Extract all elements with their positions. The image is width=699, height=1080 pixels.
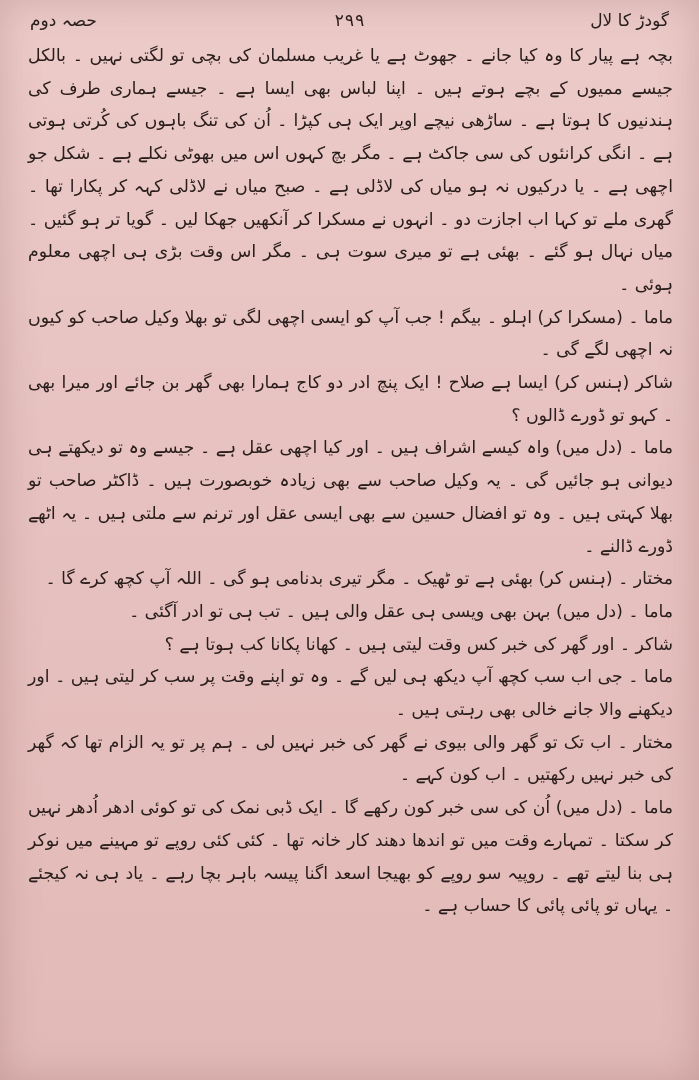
- running-book-title: گودڑ کا لال: [590, 11, 669, 31]
- paragraph: ماما ۔ (دل میں) اُن کی سی خبر کون رکھے گا ۔ ایک ڈبی نمک کی تو کوئی ادھر اُدھر نہیں کر سکتا ۔ تمہارے وقت میں تو اندھا دھند کار خانہ تھا ۔ کئی کئی روپے تو مہینے میں نوکر ہی بنا لیتے تھے ۔ روپیہ سو روپے کو بھیجا اسعد اگنا پیسہ باہر بچا رہے ۔ یاد ہی نہ کیجئے ۔ یہاں تو پائی پائی کا حساب ہے ۔: [28, 798, 673, 917]
- paragraph: مختار ۔ اب تک تو گھر والی بیوی نے گھر کی خبر نہیں لی ۔ ہم پر تو یہ الزام تھا کہ گھر کی خبر نہیں رکھتیں ۔ اب کون کہے ۔: [28, 732, 673, 786]
- page-number: ۲۹۹: [334, 11, 365, 31]
- page-header: [30, 8, 669, 34]
- paragraph: ماما ۔ (دل میں) بہن بھی ویسی ہی عقل والی ہیں ۔ تب ہی تو ادر آگئی ۔: [129, 601, 673, 622]
- page-body: [28, 40, 673, 1062]
- paragraph: شاکر (ہنس کر) ایسا ہے صلاح ! ایک پنچ ادر دو کاج ہمارا بھی گھر بن جائے اور میرا بھی ۔ کہو تو ڈورے ڈالوں ؟: [28, 373, 673, 426]
- paragraph: شاکر ۔ اور گھر کی خبر کس وقت لیتی ہیں ۔ کھانا پکانا کب ہوتا ہے ؟: [164, 634, 673, 655]
- paragraph: بچہ ہے پیار کا وہ کیا جانے ۔ جھوٹ ہے یا غریب مسلمان کی بچی تو لگتی نہیں ۔ بالکل جیسے ممیوں کے بچے ہوتے ہیں ۔ اپنا لباس بھی ایسا ہے ۔ جیسے ہماری طرف کی ہندنیوں کا ہوتا ہے ۔ ساڑھی نیچے اوپر ایک ہی کپڑا ۔ اُن کی تنگ باہوں کی کُرتی ہوتی ہے ۔ انگی کرانئوں کی سی جاکٹ ہے ۔ مگر بچ کہوں اس میں بھوٹی نکلے ہے ۔ شکل جو اچھی ہے ۔ یا درکیوں نہ ہو میاں کی لاڈلی ہے ۔ صبح میاں نے لاڈلی کہہ کر پکارا تھا ۔ گھری ملے تو کہا اب اجازت دو ۔ انہوں نے مسکرا کر آنکھیں جھکا لیں ۔ گویا تر ہو گئیں ۔ میاں نہال ہو گئے ۔ بھئی ہے تو میری سوت ہی ۔ مگر اس وقت بڑی ہی اچھی معلوم ہوئی ۔: [28, 46, 673, 295]
- paragraph: مختار ۔ (ہنس کر) بھئی ہے تو ٹھیک ۔ مگر تیری بدنامی ہو گی ۔ اللہ آپ کچھ کرے گا ۔: [45, 569, 673, 590]
- part-label: حصہ دوم: [30, 11, 97, 31]
- paragraph: ماما ۔ جی اب سب کچھ آپ دیکھ ہی لیں گے ۔ وہ تو اپنے وقت پر سب کر لیتی ہیں ۔ اور دیکھنے والا جانے خالی بھی رہتی ہیں ۔: [28, 667, 673, 721]
- paragraph: ماما ۔ (مسکرا کر) اہلو ۔ بیگم ! جب آپ کو ایسی اچھی لگی تو بھلا وکیل صاحب کو کیوں نہ اچھی لگے گی ۔: [28, 307, 673, 361]
- paragraph: ماما ۔ (دل میں) واہ کیسے اشراف ہیں ۔ اور کیا اچھی عقل ہے ۔ جیسے وہ تو دیکھتے ہی دیوانی ہو جائیں گی ۔ یہ وکیل صاحب سے بھی زیادہ خوبصورت ہیں ۔ ڈاکٹر صاحب تو بھلا کہتی ہیں ۔ وہ تو افضال حسین سے بھی ایسی عقل اور ترنم سے ملتی ہیں ۔ یہ اٹھے ڈورے ڈالنے ۔: [28, 438, 673, 557]
